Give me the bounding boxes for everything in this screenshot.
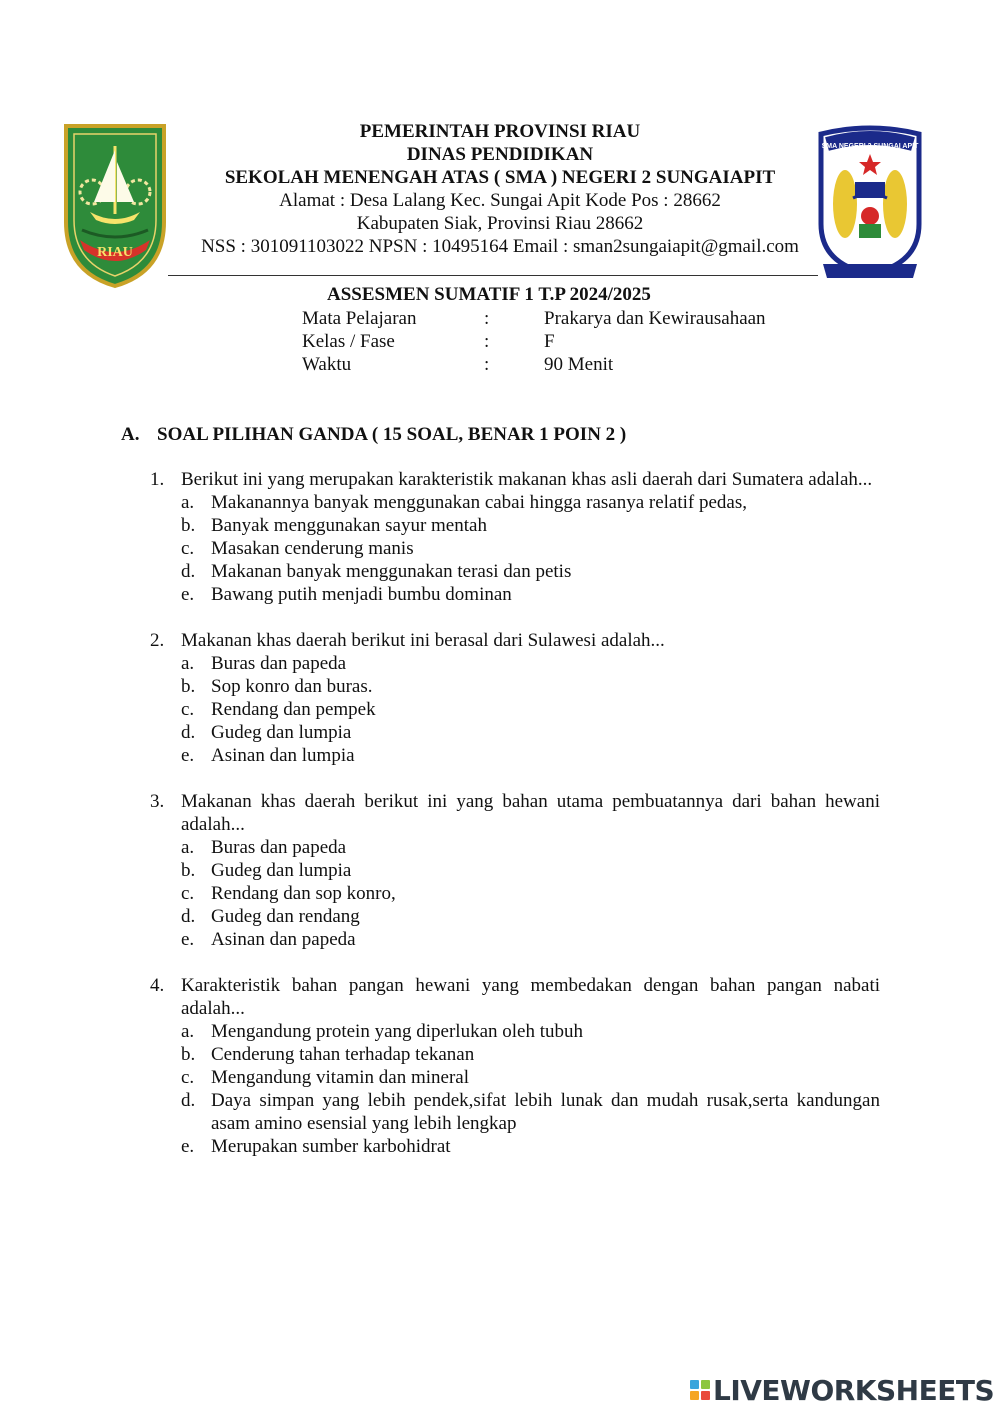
brand-tile (701, 1380, 710, 1389)
option-letter: d. (181, 561, 196, 582)
option-letter: a. (181, 1021, 195, 1042)
question-3 (150, 790, 880, 951)
option-text: Mengandung protein yang diperlukan oleh tubuh (211, 1021, 584, 1042)
option-letter: e. (181, 584, 195, 605)
option-text: Gudeg dan lumpia (211, 860, 352, 881)
meta-value: 90 Menit (544, 354, 614, 375)
option-text: Buras dan papeda (211, 653, 347, 674)
meta-label: Waktu (302, 354, 352, 375)
option-text: Rendang dan sop konro, (211, 883, 396, 904)
answer-option[interactable] (181, 1043, 880, 1066)
option-text: Makanan banyak menggunakan terasi dan petis (211, 561, 572, 582)
answer-option[interactable] (181, 698, 880, 721)
option-letter: d. (181, 906, 196, 927)
question-number: 4. (150, 975, 165, 996)
brand-tile (690, 1380, 699, 1389)
option-letter: a. (181, 492, 195, 513)
meta-value: F (544, 331, 555, 352)
answer-option[interactable] (181, 675, 880, 698)
option-letter: b. (181, 676, 196, 697)
option-letter: a. (181, 653, 195, 674)
government-name: PEMERINTAH PROVINSI RIAU (359, 121, 641, 142)
brand-tile (701, 1391, 710, 1400)
answer-option[interactable] (181, 1020, 880, 1043)
question-2 (150, 629, 880, 767)
option-letter: e. (181, 1136, 195, 1157)
option-letter: a. (181, 837, 195, 858)
option-text: Sop konro dan buras. (211, 676, 373, 697)
option-text: Asinan dan papeda (211, 929, 356, 950)
answer-option[interactable] (181, 514, 880, 537)
answer-option[interactable] (181, 905, 880, 928)
school-identifiers: NSS : 301091103022 NPSN : 10495164 Email : sman2sungaiapit@gmail.com (201, 236, 799, 257)
liveworksheets-brand[interactable] (690, 1372, 994, 1408)
option-letter: b. (181, 515, 196, 536)
meta-separator: : (484, 308, 490, 329)
riau-logo-text: RIAU (97, 245, 133, 260)
meta-value: Prakarya dan Kewirausahaan (544, 308, 766, 329)
option-text: Daya simpan yang lebih pendek,sifat lebih lunak dan mudah rusak,serta kandungan asam amino esensial yang lebih lengkap (211, 1090, 880, 1134)
answer-option[interactable] (181, 560, 880, 583)
option-letter: b. (181, 860, 196, 881)
option-letter: c. (181, 699, 195, 720)
option-text: Mengandung vitamin dan mineral (211, 1067, 470, 1088)
answer-option[interactable] (181, 744, 880, 767)
school-name: SEKOLAH MENENGAH ATAS ( SMA ) NEGERI 2 SUNGAIAPIT (224, 167, 776, 188)
option-text: Gudeg dan rendang (211, 906, 360, 927)
question-text: Makanan khas daerah berikut ini yang bahan utama pembuatannya dari bahan hewani adalah... (181, 791, 880, 835)
answer-option[interactable] (181, 859, 880, 882)
school-logo-text: SMA NEGERI 2 SUNGAI APIT (821, 143, 919, 150)
option-text: Asinan dan lumpia (211, 745, 355, 766)
option-letter: c. (181, 883, 195, 904)
option-text: Banyak menggunakan sayur mentah (211, 515, 487, 536)
section-heading (121, 424, 626, 446)
brand-text: LIVEWORKSHEETS (713, 1373, 995, 1407)
answer-option[interactable] (181, 1089, 880, 1135)
brand-tile (690, 1391, 699, 1400)
question-1 (150, 468, 880, 606)
department-name: DINAS PENDIDIKAN (406, 144, 594, 165)
brand-tiles-icon (690, 1380, 710, 1400)
option-text: Bawang putih menjadi bumbu dominan (211, 584, 512, 605)
option-text: Buras dan papeda (211, 837, 347, 858)
question-text: Berikut ini yang merupakan karakteristik makanan khas asli daerah dari Sumatera adalah... (181, 469, 873, 490)
option-text: Makanannya banyak menggunakan cabai hingga rasanya relatif pedas, (211, 492, 747, 513)
answer-option[interactable] (181, 652, 880, 675)
section-letter: A. (121, 424, 140, 445)
meta-separator: : (484, 331, 490, 352)
meta-label: Mata Pelajaran (302, 308, 417, 329)
option-letter: e. (181, 929, 195, 950)
option-letter: c. (181, 538, 195, 559)
question-text: Karakteristik bahan pangan hewani yang membedakan dengan bahan pangan nabati adalah... (181, 975, 880, 1019)
answer-option[interactable] (181, 1066, 880, 1089)
option-letter: d. (181, 1090, 196, 1111)
school-region: Kabupaten Siak, Provinsi Riau 28662 (356, 213, 644, 234)
letterhead-divider (168, 275, 818, 276)
meta-separator: : (484, 354, 490, 375)
section-title: SOAL PILIHAN GANDA ( 15 SOAL, BENAR 1 POIN 2 ) (157, 424, 627, 445)
option-text: Masakan cenderung manis (211, 538, 414, 559)
answer-option[interactable] (181, 537, 880, 560)
question-text: Makanan khas daerah berikut ini berasal dari Sulawesi adalah... (181, 630, 665, 651)
option-letter: e. (181, 745, 195, 766)
option-letter: d. (181, 722, 196, 743)
answer-option[interactable] (181, 836, 880, 859)
answer-option[interactable] (181, 721, 880, 744)
letterhead (160, 120, 840, 258)
option-text: Merupakan sumber karbohidrat (211, 1136, 451, 1157)
answer-option[interactable] (181, 1135, 880, 1158)
option-text: Rendang dan pempek (211, 699, 376, 720)
school-address: Alamat : Desa Lalang Kec. Sungai Apit Kode Pos : 28662 (279, 190, 721, 211)
option-text: Gudeg dan lumpia (211, 722, 352, 743)
question-4 (150, 974, 880, 1158)
question-number: 3. (150, 791, 165, 812)
answer-option[interactable] (181, 928, 880, 951)
option-letter: c. (181, 1067, 195, 1088)
option-text: Cenderung tahan terhadap tekanan (211, 1044, 475, 1065)
question-number: 1. (150, 469, 165, 490)
question-number: 2. (150, 630, 165, 651)
question-list (150, 468, 880, 1181)
answer-option[interactable] (181, 491, 880, 514)
answer-option[interactable] (181, 583, 880, 606)
riau-province-logo (62, 122, 168, 290)
exam-title: ASSESMEN SUMATIF 1 T.P 2024/2025 (327, 284, 651, 305)
answer-option[interactable] (181, 882, 880, 905)
option-letter: b. (181, 1044, 196, 1065)
meta-label: Kelas / Fase (302, 331, 395, 352)
